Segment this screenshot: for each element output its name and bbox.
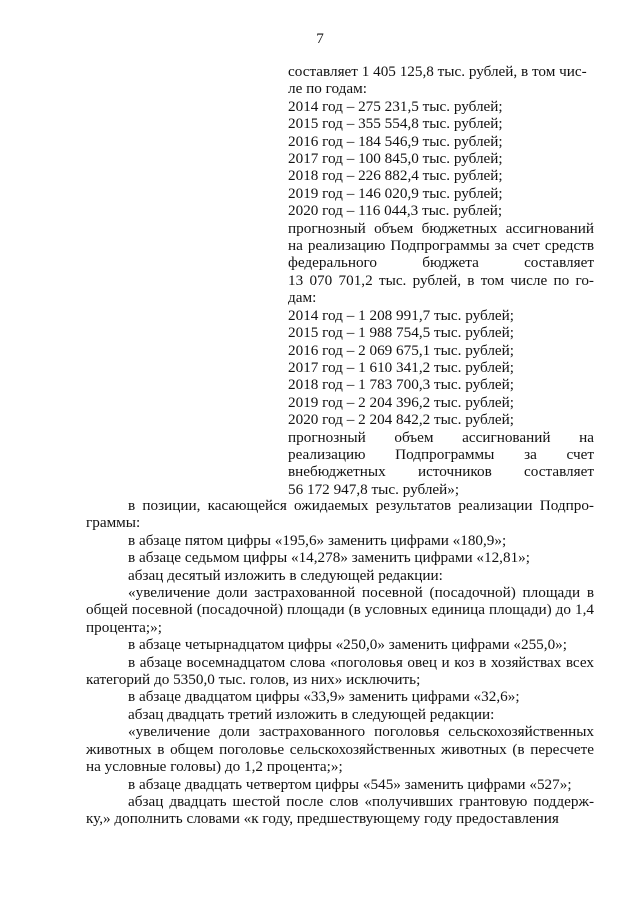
funding-line: 56 172 947,8 тыс. рублей»; — [288, 480, 460, 498]
funding-line: реализацию Подпрограммы за счет — [288, 445, 594, 463]
funding-line: прогнозный объем бюджетных ассигнований — [288, 219, 594, 237]
funding-line: 2018 год – 226 882,4 тыс. рублей; — [288, 167, 503, 185]
funding-line: прогнозный объем ассигнований на — [288, 428, 594, 446]
body-paragraph: в абзаце двадцать четвертом цифры «545» заменить цифрами «527»; — [128, 775, 572, 793]
funding-line: федерального бюджета составляет — [288, 254, 594, 272]
body-paragraph: в абзаце пятом цифры «195,6» заменить цифрами «180,9»; — [128, 531, 507, 549]
funding-line: 13 070 701,2 тыс. рублей, в том числе по го- — [288, 271, 594, 289]
funding-line: 2016 год – 2 069 675,1 тыс. рублей; — [288, 341, 515, 359]
body-paragraph: в позиции, касающейся ожидаемых результатов реализации Подпро-граммы: — [86, 497, 594, 532]
funding-line: 2016 год – 184 546,9 тыс. рублей; — [288, 132, 503, 150]
body-paragraph: в абзаце четырнадцатом цифры «250,0» заменить цифрами «255,0»; — [128, 636, 567, 654]
page-number: 7 — [316, 30, 324, 47]
funding-line: 2019 год – 2 204 396,2 тыс. рублей; — [288, 393, 515, 411]
body-paragraph: в абзаце восемнадцатом слова «поголовья овец и коз в хозяйствах всех категорий до 5350,0 тыс. голов, из них» исключить; — [86, 653, 594, 689]
funding-line: 2014 год – 275 231,5 тыс. рублей; — [288, 97, 503, 115]
funding-line: 2020 год – 2 204 842,2 тыс. рублей; — [288, 411, 515, 429]
funding-line: 2018 год – 1 783 700,3 тыс. рублей; — [288, 376, 515, 394]
funding-line: 2014 год – 1 208 991,7 тыс. рублей; — [288, 306, 515, 324]
body-paragraph: «увеличение доли застрахованной посевной (посадочной) площади в общей посевной (посадочной) площади (в условных единица площади) до 1,4 процента;»; — [86, 584, 594, 636]
funding-line: ле по годам: — [288, 80, 367, 98]
funding-line: 2015 год – 355 554,8 тыс. рублей; — [288, 115, 503, 133]
body-paragraph: в абзаце двадцатом цифры «33,9» заменить цифрами «32,6»; — [128, 688, 520, 706]
funding-line: 2015 год – 1 988 754,5 тыс. рублей; — [288, 324, 515, 342]
body-paragraph: в абзаце седьмом цифры «14,278» заменить цифрами «12,81»; — [128, 549, 530, 567]
funding-line: дам: — [288, 289, 317, 307]
body-paragraph: абзац двадцать третий изложить в следующей редакции: — [128, 705, 495, 723]
funding-line: составляет 1 405 125,8 тыс. рублей, в том чис- — [288, 63, 587, 80]
funding-block — [288, 63, 594, 498]
funding-line: 2019 год – 146 020,9 тыс. рублей; — [288, 184, 503, 202]
funding-line: 2017 год – 100 845,0 тыс. рублей; — [288, 150, 503, 168]
funding-line: внебюджетных источников составляет — [288, 463, 594, 481]
funding-line: 2017 год – 1 610 341,2 тыс. рублей; — [288, 358, 515, 376]
funding-line: на реализацию Подпрограммы за счет средств — [288, 237, 594, 255]
body-paragraph: «увеличение доли застрахованного поголовья сельскохозяйственных животных в общем поголовье сельскохозяйственных животных (в пересчете на условные головы) до 1,2 процента;»; — [86, 723, 594, 776]
body-paragraph: абзац десятый изложить в следующей редакции: — [128, 566, 443, 584]
amendments-body — [86, 497, 594, 828]
funding-line: 2020 год – 116 044,3 тыс. рублей; — [288, 202, 503, 220]
body-paragraph: абзац двадцать шестой после слов «получивших грантовую поддерж-ку,» дополнить словами «к году, предшествующему году предоставления — [86, 792, 594, 828]
